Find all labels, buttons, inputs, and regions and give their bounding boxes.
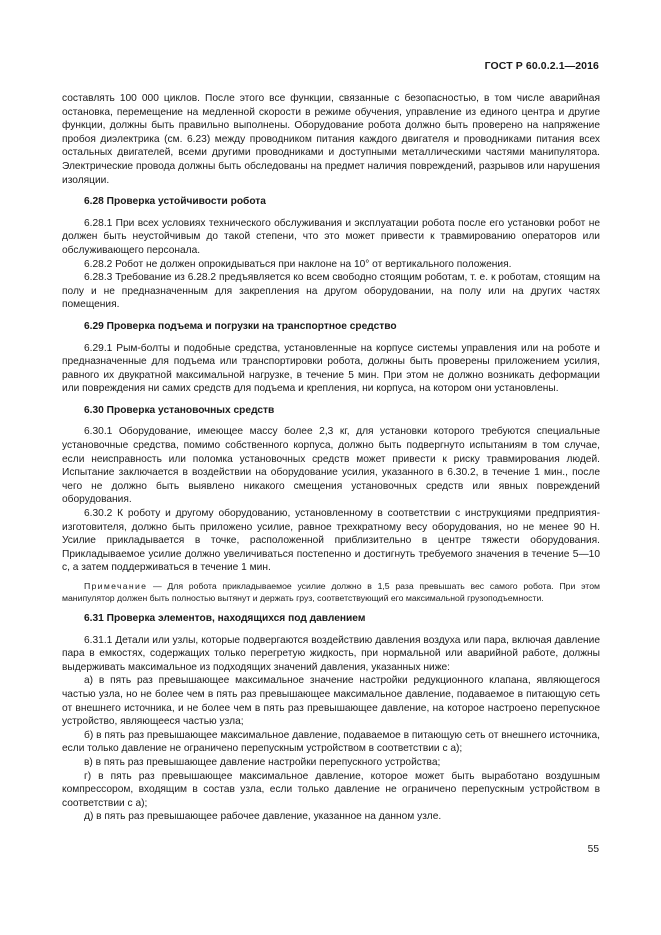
section-6-30-title: 6.30 Проверка установочных средств xyxy=(84,404,275,416)
list-item-a: а) в пять раз превышающее максимальное значение настройки редукционного клапана, являющегося частью узла, но не более чем в пять раз превышающее максимальное давление, подаваемое в питающую сеть от внешнего источника, и не более чем в пять раз превышающее давление, на которое настроено перепускное устройство, являющееся частью узла; xyxy=(62,675,600,728)
list-item-v: в) в пять раз превышающее давление настройки перепускного устройства; xyxy=(84,756,441,768)
paragraph-6-30-2: 6.30.2 К роботу и другому оборудованию, установленному в соответствии с инструкциями предприятия-изготовителя, должно быть приложено усилие, равное трехкратному весу оборудования, но не менее 90 Н. Усилие прикладывается в точке, расположенной приблизительно в центре тяжести оборудования. Прикладываемое усилие должно увеличиваться постепенно и достигнуть требуемого значения в течение 5—10 с, а затем поддерживаться в течение 1 мин. xyxy=(62,508,600,574)
paragraph-6-30-1: 6.30.1 Оборудование, имеющее массу более 2,3 кг, для установки которого требуются специальные установочные средства, помимо собственного корпуса, должно быть подвергнуто испытаниям в том случае, если неисправность или поломка установочных средств может привести к риску травмирования людей. Испытание заключается в воздействии на оборудование усилия, указанного в 6.30.2, в течение 1 мин., после чего не должно быть выявлено никакого смещения установочных средств или явных повреждений оборудования. xyxy=(62,426,600,506)
paragraph-6-28-3: 6.28.3 Требование из 6.28.2 предъявляется ко всем свободно стоящим роботам, т. е. к роботам, стоящим на полу и не предназначенным для закрепления на другом оборудовании, на полу или на других частях помещения. xyxy=(62,272,600,311)
page-number: 55 xyxy=(587,844,599,855)
list-item-d: д) в пять раз превышающее рабочее давление, указанное на данном узле. xyxy=(84,811,442,823)
section-6-31-title: 6.31 Проверка элементов, находящихся под давлением xyxy=(84,613,366,624)
section-6-29-title: 6.29 Проверка подъема и погрузки на транспортное средство xyxy=(84,320,397,332)
paragraph-6-31-1: 6.31.1 Детали или узлы, которые подвергаются воздействию давления воздуха или пара, включая давление пара в емкостях, содержащих только перегретую жидкость, при нормальной или аварийной работе, должны выдерживать максимальное из подходящих значений давления, указанных ниже: xyxy=(62,634,600,673)
paragraph-6-28-2: 6.28.2 Робот не должен опрокидываться при наклоне на 10° от вертикального положения. xyxy=(84,258,512,270)
standard-header: ГОСТ Р 60.0.2.1—2016 xyxy=(484,60,599,72)
note-label: Примечание xyxy=(84,581,148,591)
paragraph-6-28-1: 6.28.1 При всех условиях технического обслуживания и эксплуатации робота после его установки робот не должен быть неустойчивым до такой степени, что это может привести к травмированию операторов или обслуживающего персонала. xyxy=(62,217,600,256)
section-6-28-title: 6.28 Проверка устойчивости робота xyxy=(84,196,266,208)
paragraph-6-29-1: 6.29.1 Рым-болты и подобные средства, установленные на корпусе системы управления или на роботе и предназначенные для подъема или транспортировки робота, должны быть проверены приложением усилия, равного их двукратной максимальной нагрузке, в течение 5 мин. При этом не должно возникать деформации или повреждения ни самих средств для подъема и крепления, ни корпуса, на котором они установлены. xyxy=(62,342,600,395)
intro-paragraph: составлять 100 000 циклов. После этого все функции, связанные с безопасностью, в том числе аварийная остановка, перемещение на медленной скорости в режиме обучения, управление из единого центра и другие функции, должны быть правильно выполнены. Оборудование робота должно быть проверено на напряжение пробоя диэлектрика (см. 6.23) между проводником питания каждого двигателя и проводниками питания всех остальных двигателей, всеми другими проводниками и доступными металлическими частями манипулятора. Электрические провода должны быть обследованы на предмет наличия повреждений, разрывов или нарушения изоляции. xyxy=(62,93,600,186)
document-body xyxy=(62,92,600,824)
list-item-b: б) в пять раз превышающее максимальное давление, подаваемое в питающую сеть от внешнего источника, если только давление не ограничено перепускным устройством в соответствии с а); xyxy=(62,729,600,755)
note-text: — Для робота прикладываемое усилие должно в 1,5 раза превышать вес самого робота. При этом манипулятор должен быть полностью вытянут и держать груз, соответствующий его максимальной грузоподъемности. xyxy=(62,581,600,603)
note-6-30 xyxy=(62,580,600,604)
list-item-g: г) в пять раз превышающее максимальное давление, которое может быть выработано воздушным компрессором, входящим в состав узла, если только давление не ограничено перепускным устройством в соответствии с а); xyxy=(62,770,600,809)
